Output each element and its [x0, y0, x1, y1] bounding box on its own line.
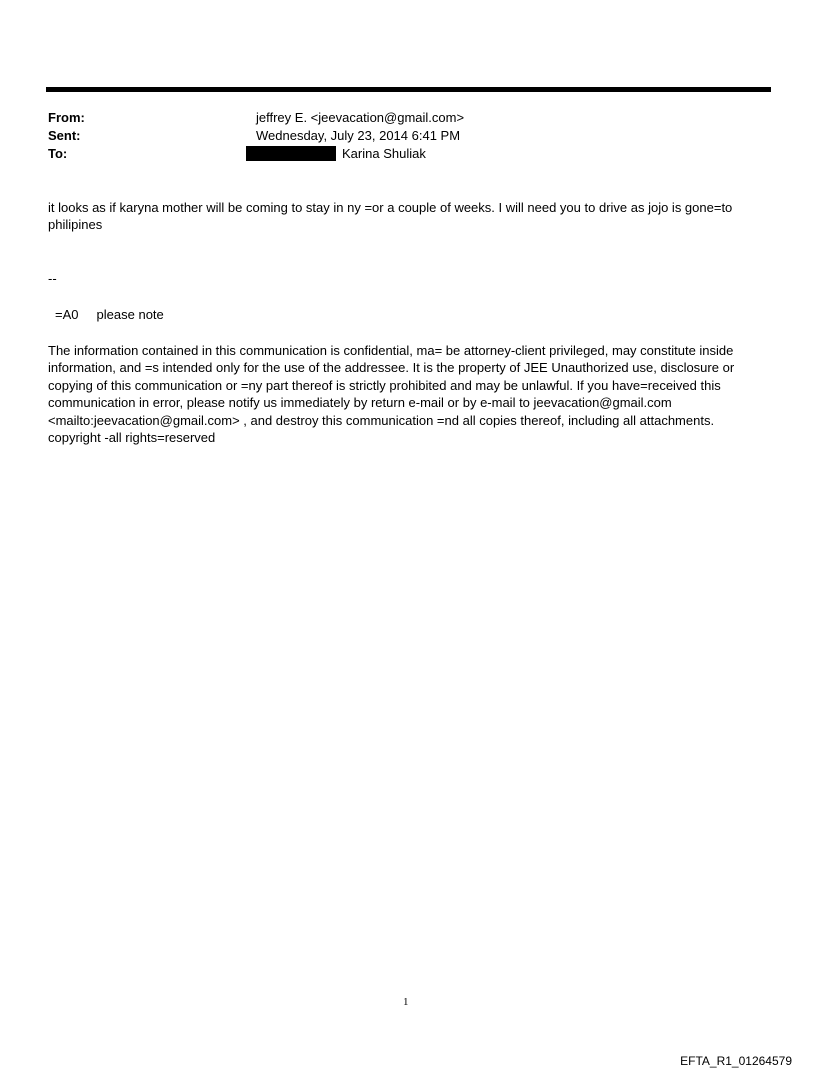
redaction-box — [246, 146, 336, 161]
confidentiality-disclaimer: The information contained in this communication is confidential, ma= be attorney-client privileged, may constitute inside information, and =s intended only for the use of the addressee. It is the property of JEE Unauthorized use, disclosure or copying of this communication or =ny part thereof is strictly prohibited and may be unlawful. If you have=received this communication in error, please notify us immediately by return e-mail or by e-mail to jeevacation@gmail.com <mailto:jeevacation@gmail.com> , and destroy this communication =nd all copies thereof, including all attachments. copyright -all rights=reserved — [48, 343, 735, 446]
sent-value: Wednesday, July 23, 2014 6:41 PM — [256, 128, 461, 143]
to-row — [48, 145, 768, 163]
document-id: EFTA_R1_01264579 — [680, 1054, 792, 1068]
from-label: From: — [48, 110, 85, 125]
to-value: Karina Shuliak — [342, 146, 426, 161]
sent-label: Sent: — [48, 128, 81, 143]
signature-separator: -- — [48, 271, 57, 286]
sent-row — [48, 127, 768, 145]
header-rule — [46, 87, 771, 92]
email-message: it looks as if karyna mother will be coming to stay in ny =or a couple of weeks. I will need you to drive as jojo is gone=to philipines — [48, 200, 733, 232]
note-line: =A0 please note — [55, 307, 164, 322]
to-value-container — [256, 145, 426, 163]
from-value: jeffrey E. <jeevacation@gmail.com> — [256, 110, 465, 125]
to-label: To: — [48, 146, 68, 161]
page-number: 1 — [403, 996, 409, 1008]
email-header — [48, 109, 768, 163]
from-row — [48, 109, 768, 127]
